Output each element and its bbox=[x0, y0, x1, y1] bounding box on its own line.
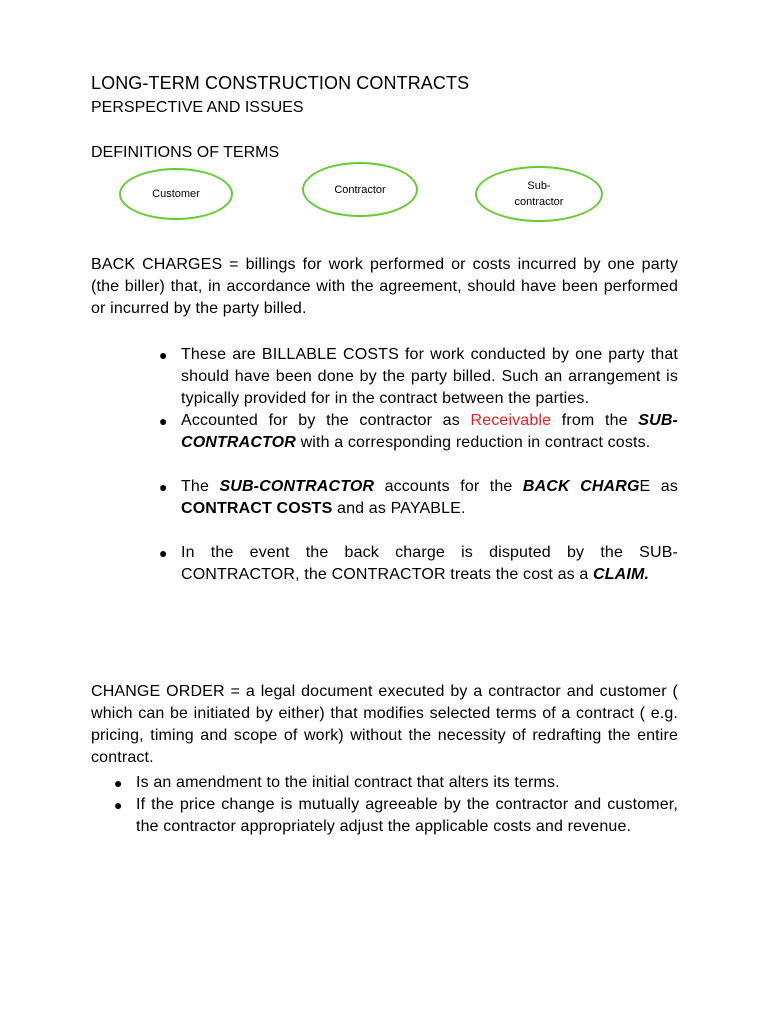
list-item bbox=[159, 344, 678, 410]
bullet-icon: ● bbox=[159, 413, 168, 429]
subcontractor-ellipse bbox=[475, 166, 603, 222]
bullet-text: These are BILLABLE COSTS for work conducted by one party that should have been done by the party billed. Such an arrangement is typically provided for in the contract between the parties. bbox=[181, 346, 678, 407]
list-item bbox=[114, 772, 678, 794]
bullet-icon: ● bbox=[114, 797, 123, 813]
subcontractor-label-line1: Sub- bbox=[527, 180, 551, 192]
list-item bbox=[114, 794, 678, 838]
bullet-icon: ● bbox=[159, 347, 168, 363]
bullet-icon: ● bbox=[159, 479, 168, 495]
subcontractor-emphasis: SUB-CONTRACTOR bbox=[181, 412, 679, 451]
list-item bbox=[159, 476, 678, 520]
text-run: In the event the back charge is disputed by the SUB-CONTRACTOR, the CONTRACTOR treats the cost as a bbox=[181, 544, 678, 583]
text-run: E as bbox=[639, 478, 678, 495]
definitions-heading: DEFINITIONS OF TERMS bbox=[91, 144, 280, 161]
bullet-icon: ● bbox=[159, 545, 168, 561]
customer-ellipse bbox=[119, 168, 233, 220]
back-charges-list bbox=[159, 344, 679, 586]
document-subtitle: PERSPECTIVE AND ISSUES bbox=[91, 99, 304, 116]
bullet-icon: ● bbox=[114, 775, 123, 791]
contractor-label: Contractor bbox=[334, 183, 386, 196]
back-charges-definition: BACK CHARGES = billings for work performed or costs incurred by one party (the biller) that, in accordance with the agreement, should have been performed or incurred by the party billed. bbox=[91, 256, 678, 317]
change-order-list bbox=[114, 772, 678, 838]
bullet-text: Is an amendment to the initial contract that alters its terms. bbox=[136, 774, 560, 791]
claim-emphasis: CLAIM. bbox=[593, 566, 650, 583]
customer-label: Customer bbox=[152, 188, 200, 200]
text-run: accounts for the bbox=[374, 478, 523, 495]
contract-costs-emphasis: CONTRACT COSTS bbox=[181, 500, 333, 517]
text-run: The bbox=[181, 478, 220, 495]
text-run: and as PAYABLE. bbox=[332, 500, 466, 517]
text-run: with a corresponding reduction in contract costs. bbox=[295, 434, 651, 451]
change-order-definition: CHANGE ORDER = a legal document executed by a contractor and customer ( which can be initiated by either) that modifies selected terms of a contract ( e.g. pricing, timing and scope of work) without the necessity of redrafting the entire contract. bbox=[91, 683, 678, 766]
bullet-text bbox=[181, 412, 678, 451]
bullet-text bbox=[181, 544, 678, 583]
text-run: Accounted for by the contractor as bbox=[181, 412, 471, 429]
receivable-highlight: Receivable bbox=[470, 412, 552, 429]
contractor-ellipse bbox=[302, 162, 418, 217]
document-title: LONG-TERM CONSTRUCTION CONTRACTS bbox=[91, 73, 470, 93]
text-run: from the bbox=[551, 412, 639, 429]
bullet-text bbox=[181, 478, 678, 517]
back-charge-emphasis: BACK CHARG bbox=[522, 478, 640, 495]
subcontractor-label-line2: contractor bbox=[514, 196, 564, 208]
subcontractor-emphasis: SUB-CONTRACTOR bbox=[219, 478, 375, 495]
subcontractor-label bbox=[515, 178, 564, 210]
bullet-text: If the price change is mutually agreeable by the contractor and customer, the contractor appropriately adjust the applicable costs and revenue. bbox=[136, 796, 678, 835]
list-item bbox=[159, 410, 679, 454]
list-item bbox=[159, 542, 678, 586]
